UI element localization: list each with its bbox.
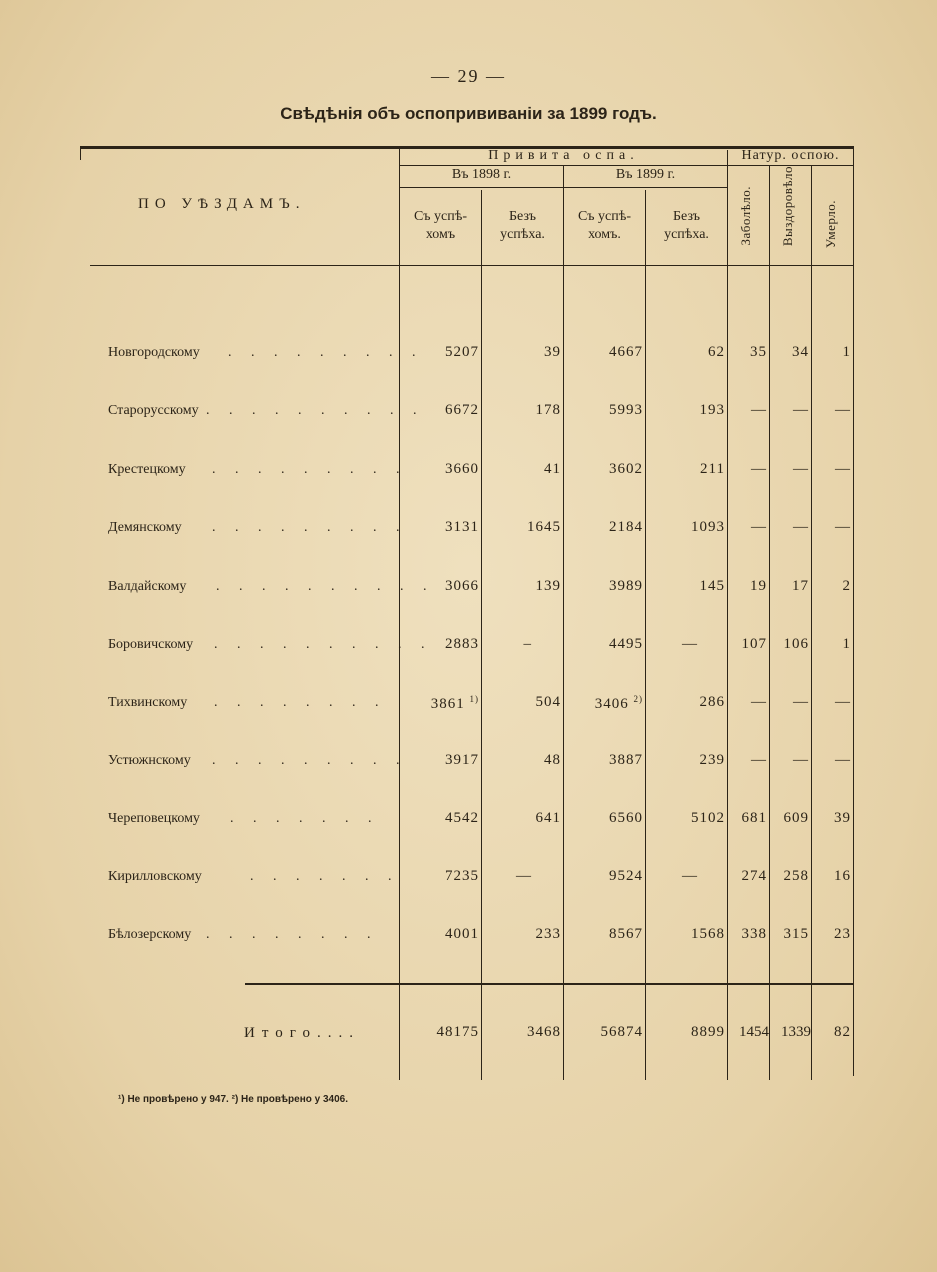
value-recovered: 609: [783, 810, 809, 826]
value-died: 1: [842, 344, 851, 360]
value-fail-1899: 5102: [691, 810, 725, 826]
page-title: Свѣдѣнія объ оспопрививаніи за 1899 годъ.: [280, 104, 657, 123]
col-header-line: Съ успѣ-: [413, 209, 468, 224]
district-name: Боровичскому: [108, 637, 194, 652]
value-died: —: [835, 752, 851, 768]
value-success-1898: 4542: [445, 810, 479, 826]
col-divider-f1898: [481, 190, 482, 1080]
value-success-1898: 2883: [445, 636, 479, 652]
value-died: —: [835, 694, 851, 710]
value-success-1898: 7235: [445, 868, 479, 884]
col-header-success-1899: [564, 208, 645, 244]
value-died: 2: [842, 578, 851, 594]
district-name: Демянскому: [108, 520, 182, 535]
value-fail-1898: —: [516, 868, 532, 884]
value-died: 39: [834, 810, 851, 826]
group-header-natural: Натур. оспою.: [741, 148, 840, 163]
value-fail-1899: 193: [699, 402, 725, 418]
value-died: 16: [834, 868, 851, 884]
value-success-1899: 9524: [609, 868, 643, 884]
value-fail-1898: 641: [535, 810, 561, 826]
value-fail-1898: 139: [535, 578, 561, 594]
district-name: Старорусскому: [108, 403, 199, 418]
value-success-1899: 6560: [609, 810, 643, 826]
col-header-fail-1898: [482, 208, 563, 244]
value-success-1899: 5993: [609, 402, 643, 418]
leader-dots: . . . . . . .: [230, 811, 380, 826]
value-success-1899: 4667: [609, 344, 643, 360]
value-number: 3861: [430, 696, 465, 712]
value-success-1898: [400, 694, 479, 713]
district-name: Череповецкому: [108, 811, 200, 826]
value-fell-ill: 338: [741, 926, 767, 942]
leader-dots: . . . . . . . . . .: [206, 403, 425, 418]
col-header-line: Съ успѣ-: [577, 209, 632, 224]
value-recovered: 258: [783, 868, 809, 884]
district-name: Новгородскому: [108, 345, 200, 360]
value-success-1898: 6672: [445, 402, 479, 418]
leader-dots: . . . . . . .: [250, 869, 400, 884]
value-fail-1898: 41: [544, 461, 561, 477]
page-number: — 29 —: [431, 66, 506, 86]
value-recovered: —: [793, 402, 809, 418]
district-name: Тихвинскому: [108, 695, 188, 710]
value-success-1899: [564, 694, 643, 713]
year-header-1899: Въ 1899 г.: [615, 167, 676, 182]
district-name: Устюжнскому: [108, 753, 191, 768]
leader-dots: . . . . . . . . .: [228, 345, 424, 360]
col-header-line: хомъ.: [588, 227, 621, 242]
col-header-line: Безъ: [509, 209, 536, 224]
value-died: —: [835, 402, 851, 418]
value-fail-1899: —: [682, 868, 698, 884]
value-fell-ill: 274: [741, 868, 767, 884]
leader-dots: . . . . . . . . . .: [214, 637, 433, 652]
value-recovered: —: [793, 694, 809, 710]
value-number: 3406: [594, 696, 629, 712]
value-recovered: —: [793, 519, 809, 535]
value-recovered: —: [793, 461, 809, 477]
total-top-rule: [245, 983, 853, 985]
value-fail-1898: 178: [535, 402, 561, 418]
value-fell-ill: —: [751, 461, 767, 477]
value-success-1899: 3602: [609, 461, 643, 477]
leader-dots: . . . . . . . . . .: [216, 579, 435, 594]
col-header-fail-1899: [646, 208, 727, 244]
value-fell-ill: —: [751, 402, 767, 418]
header-bottom-rule: [90, 265, 853, 266]
total-recovered: 1339: [781, 1024, 811, 1040]
col-header-success-1898: [400, 208, 481, 244]
year-header-1898: Въ 1898 г.: [451, 167, 512, 182]
value-recovered: 17: [792, 578, 809, 594]
table-left-rule: [80, 146, 81, 160]
value-fail-1898: 48: [544, 752, 561, 768]
total-fail-1898: 3468: [527, 1024, 561, 1040]
leader-dots: . . . . . . . . .: [212, 462, 408, 477]
total-died: 82: [834, 1024, 851, 1040]
value-fell-ill: 107: [741, 636, 767, 652]
value-success-1899: 4495: [609, 636, 643, 652]
value-fell-ill: 35: [750, 344, 767, 360]
value-fail-1899: 1568: [691, 926, 725, 942]
value-success-1898: 3917: [445, 752, 479, 768]
district-name: Бѣлозерскому: [108, 927, 192, 942]
table-right-rule: [853, 146, 854, 1076]
value-died: —: [835, 461, 851, 477]
group-header-vaccinated: Привита оспа.: [488, 148, 639, 163]
footnote-ref-1: 1): [469, 694, 479, 704]
total-fail-1899: 8899: [691, 1024, 725, 1040]
value-fell-ill: 681: [741, 810, 767, 826]
leader-dots: . . . . . . . .: [214, 695, 387, 710]
col-header-fell-ill: Заболѣло.: [738, 186, 753, 246]
value-success-1898: 3660: [445, 461, 479, 477]
value-recovered: 34: [792, 344, 809, 360]
value-fail-1898: 1645: [527, 519, 561, 535]
value-recovered: 315: [783, 926, 809, 942]
value-success-1899: 2184: [609, 519, 643, 535]
value-fail-1898: 233: [535, 926, 561, 942]
value-fail-1899: —: [682, 636, 698, 652]
value-success-1898: 3066: [445, 578, 479, 594]
value-success-1898: 3131: [445, 519, 479, 535]
value-died: 23: [834, 926, 851, 942]
value-fail-1899: 286: [699, 694, 725, 710]
col-header-line: Безъ: [673, 209, 700, 224]
value-fail-1899: 62: [708, 344, 725, 360]
total-label: Итого....: [244, 1025, 360, 1041]
footnote: ¹) Не провѣрено у 947. ²) Не провѣрено у 3406.: [118, 1094, 348, 1105]
value-died: —: [835, 519, 851, 535]
total-fell-ill: 1454: [739, 1024, 769, 1040]
col-header-line: хомъ: [425, 227, 456, 242]
value-recovered: —: [793, 752, 809, 768]
value-success-1898: 4001: [445, 926, 479, 942]
col-header-recovered: Выздоровѣло: [780, 166, 795, 247]
value-fail-1899: 1093: [691, 519, 725, 535]
value-fell-ill: —: [751, 752, 767, 768]
value-fail-1899: 145: [699, 578, 725, 594]
value-fell-ill: —: [751, 519, 767, 535]
value-recovered: 106: [783, 636, 809, 652]
district-name: Валдайскому: [108, 579, 187, 594]
value-fail-1899: 239: [699, 752, 725, 768]
value-died: 1: [842, 636, 851, 652]
total-success-1899: 56874: [600, 1024, 643, 1040]
col-header-line: успѣха.: [500, 227, 545, 242]
value-fail-1898: –: [523, 636, 532, 652]
value-success-1899: 3989: [609, 578, 643, 594]
footnote-ref-2: 2): [633, 694, 643, 704]
value-fail-1898: 39: [544, 344, 561, 360]
value-success-1898: 5207: [445, 344, 479, 360]
value-success-1899: 3887: [609, 752, 643, 768]
col-header-died: Умерло.: [823, 200, 838, 249]
value-success-1899: 8567: [609, 926, 643, 942]
value-fail-1899: 211: [700, 461, 725, 477]
stub-header: ПО УѢЗДАМЪ.: [138, 196, 306, 212]
leader-dots: . . . . . . . . .: [212, 753, 408, 768]
district-name: Кирилловскому: [108, 869, 202, 884]
value-fail-1898: 504: [535, 694, 561, 710]
total-success-1898: 48175: [436, 1024, 479, 1040]
district-name: Крестецкому: [108, 462, 186, 477]
value-fell-ill: —: [751, 694, 767, 710]
leader-dots: . . . . . . . . .: [212, 520, 408, 535]
col-header-line: успѣха.: [664, 227, 709, 242]
leader-dots: . . . . . . . .: [206, 927, 379, 942]
col-divider-f1899: [645, 190, 646, 1080]
value-fell-ill: 19: [750, 578, 767, 594]
